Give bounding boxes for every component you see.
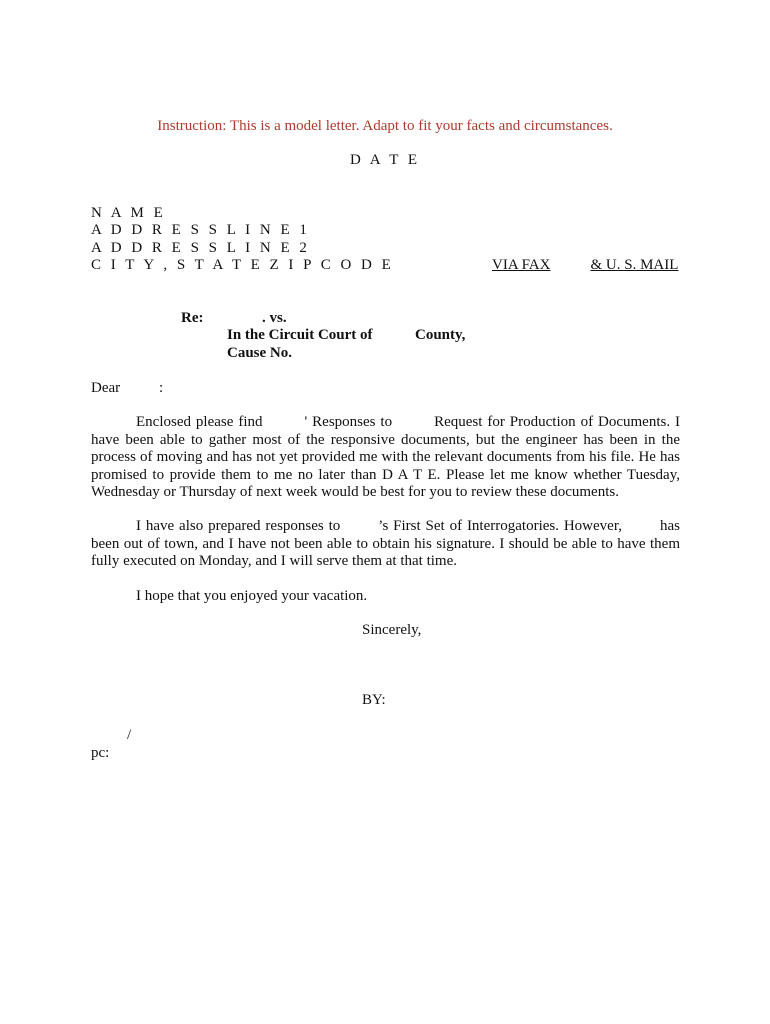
- footer-pc: pc:: [91, 745, 110, 761]
- p1-part-a: Enclosed please find: [136, 414, 263, 430]
- body-paragraph-3: [91, 588, 680, 606]
- recipient-name: N A M E: [91, 205, 166, 221]
- p2-part-a: I have also prepared responses to: [136, 518, 341, 534]
- re-label: Re:: [181, 310, 204, 326]
- salutation-colon: :: [159, 380, 164, 396]
- p2-part-b: ’s First Set of Interrogatories. However,: [378, 518, 622, 534]
- recipient-address-line-1: A D D R E S S L I N E 1: [91, 222, 310, 238]
- footer-initials: /: [127, 727, 132, 743]
- delivery-method: [492, 257, 678, 274]
- p1-part-b: ' Responses to: [304, 414, 393, 430]
- recipient-address-line-2: A D D R E S S L I N E 2: [91, 240, 310, 256]
- re-county: County,: [415, 327, 466, 343]
- p1-part-c: Request for Production of Documents. I have been able to gather most of the responsive documents, but the engineer has been in the process of moving and has not yet provided me with the relevant documents from his file. He has promised to provide them to me no later than D A T E. Please let me know whether Tuesday, Wednesday or Thursday of next week would be best for you to review these documents.: [91, 414, 681, 500]
- recipient-city-state-zip: C I T Y , S T A T E Z I P C O D E: [91, 257, 394, 273]
- delivery-fax: VIA FAX: [492, 257, 551, 273]
- body-paragraph-1: [91, 414, 680, 502]
- re-court: In the Circuit Court of: [227, 327, 373, 343]
- delivery-mail: & U. S. MAIL: [590, 257, 679, 273]
- body-paragraph-2: [91, 518, 680, 571]
- instruction-note: Instruction: This is a model letter. Adapt to fit your facts and circumstances.: [157, 118, 613, 134]
- salutation-dear: Dear: [91, 380, 121, 396]
- letter-date: D A T E: [349, 152, 421, 168]
- re-cause: Cause No.: [227, 345, 293, 361]
- closing-by: BY:: [362, 692, 386, 708]
- closing-sincerely: Sincerely,: [362, 622, 422, 638]
- re-vs: . vs.: [262, 310, 287, 326]
- p2-part-c: has been out of town, and I have not been able to obtain his signature. I should be able to have them fully executed on Monday, and I will serve them at that time.: [91, 518, 680, 569]
- p3-text: I hope that you enjoyed your vacation.: [136, 588, 368, 604]
